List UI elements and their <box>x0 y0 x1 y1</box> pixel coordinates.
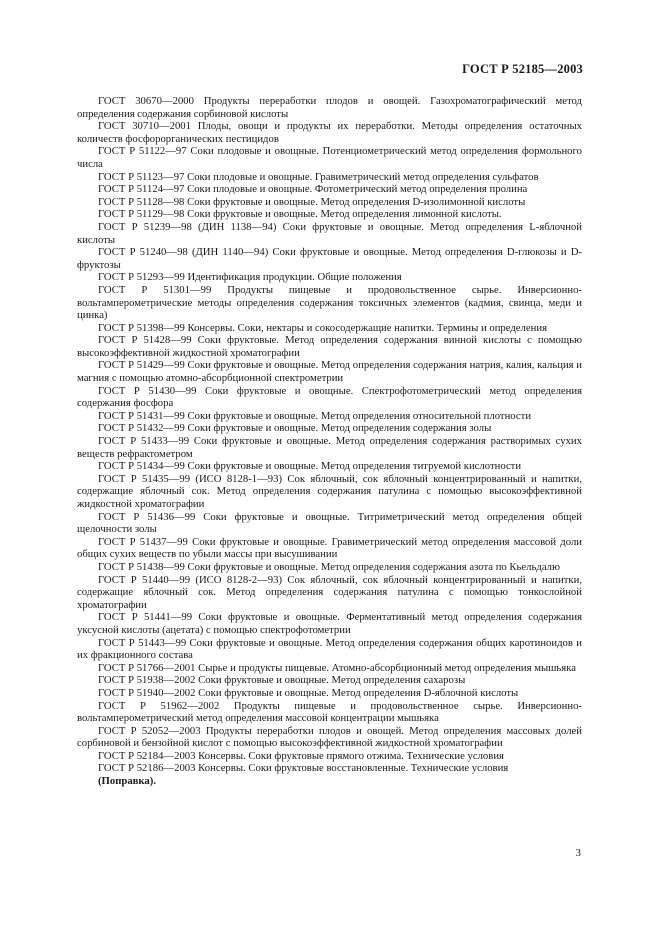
page-number: 3 <box>575 847 581 859</box>
reference-text: ГОСТ Р 51938—2002 Соки фруктовые и овощные. Метод определения сахарозы <box>98 674 466 687</box>
reference-item <box>77 674 582 687</box>
reference-text: ГОСТ Р 52186—2003 Консервы. Соки фруктовые восстановленные. Технические условия <box>98 762 509 775</box>
reference-text: ГОСТ Р 51434—99 Соки фруктовые и овощные. Метод определения титруемой кислотности <box>98 460 522 473</box>
reference-item <box>77 221 582 246</box>
normative-references-list <box>77 95 582 788</box>
reference-item <box>77 322 582 335</box>
reference-text: ГОСТ Р 51435—99 (ИСО 8128-1—93) Сок яблочный, сок яблочный концентрированный и напитки, содержащие яблочный сок. Метод определения содержания патулина с помощью высокоэффективной жидкостной хроматографии <box>77 472 582 510</box>
reference-text: ГОСТ Р 51122—97 Соки плодовые и овощные. Потенциометрический метод определения формольного числа <box>77 145 582 170</box>
reference-item <box>77 435 582 460</box>
reference-text: ГОСТ 30710—2001 Плоды, овощи и продукты их переработки. Методы определения остаточных количеств фосфорорганических пестицидов <box>77 120 582 145</box>
reference-text: ГОСТ Р 51436—99 Соки фруктовые и овощные. Титриметрический метод определения общей щелочности золы <box>77 510 582 536</box>
reference-item <box>77 687 582 700</box>
reference-text: ГОСТ Р 51239—98 (ДИН 1138—94) Соки фруктовые и овощные. Метод определения L-яблочной кислоты <box>77 220 582 246</box>
reference-text: ГОСТ Р 51293—99 Идентификация продукции. Общие положения <box>98 271 402 284</box>
reference-item <box>77 208 582 221</box>
reference-item <box>77 422 582 435</box>
reference-item <box>77 183 582 196</box>
reference-text: ГОСТ Р 51398—99 Консервы. Соки, нектары и сокосодержащие напитки. Термины и определения <box>98 321 547 334</box>
reference-item <box>77 196 582 209</box>
reference-item <box>77 762 582 775</box>
reference-item <box>77 561 582 574</box>
reference-item <box>77 460 582 473</box>
reference-text: ГОСТ Р 52052—2003 Продукты переработки плодов и овощей. Метод определения массовых долей сорбиновой и бензойной кислот с помощью высокоэффективной жидкостной хроматографии <box>77 724 582 750</box>
reference-item <box>77 171 582 184</box>
reference-text: ГОСТ Р 51431—99 Соки фруктовые и овощные. Метод определения относительной плотности <box>98 409 532 422</box>
reference-text: ГОСТ Р 51240—98 (ДИН 1140—94) Соки фруктовые и овощные. Метод определения D-глюкозы и D-фруктозы <box>77 246 582 271</box>
reference-item <box>77 700 582 725</box>
reference-text: ГОСТ Р 51440—99 (ИСО 8128-2—93) Сок яблочный, сок яблочный концентрированный и напитки, содержащие яблочный сок. Метод определения содержания патулина с помощью тонкослойной хроматографии <box>77 573 582 611</box>
reference-text: ГОСТ 30670—2000 Продукты переработки плодов и овощей. Газохроматографический метод определения содержания сорбиновой кислоты <box>77 95 582 120</box>
reference-item <box>77 725 582 750</box>
reference-item <box>77 334 582 359</box>
reference-text: ГОСТ Р 51428—99 Соки фруктовые. Метод определения содержания винной кислоты с помощью высокоэффективной жидкостной хроматографии <box>77 334 582 359</box>
reference-text: ГОСТ Р 51128—98 Соки фруктовые и овощные. Метод определения D-изолимонной кислоты <box>98 195 526 208</box>
reference-item <box>77 359 582 384</box>
reference-item <box>77 120 582 145</box>
reference-item <box>77 271 582 284</box>
reference-text: ГОСТ Р 51438—99 Соки фруктовые и овощные. Метод определения содержания азота по Кьельдалю <box>98 560 560 573</box>
reference-item <box>77 750 582 763</box>
reference-item <box>77 385 582 410</box>
reference-text: ГОСТ Р 52184—2003 Консервы. Соки фруктовые прямого отжима. Технические условия <box>98 749 504 762</box>
reference-text: ГОСТ Р 51437—99 Соки фруктовые и овощные. Гравиметрический метод определения массовой доли общих сухих веществ по убыли массы при высушивании <box>77 535 582 561</box>
amendment-note: (Поправка). <box>98 775 157 788</box>
reference-item <box>77 246 582 271</box>
reference-text: ГОСТ Р 51429—99 Соки фруктовые и овощные. Метод определения содержания натрия, калия, кальция и магния с помощью атомно-абсорбционной спектрометрии <box>77 359 582 385</box>
reference-text: ГОСТ Р 51940—2002 Соки фруктовые и овощные. Метод определения D-яблочной кислоты <box>98 686 519 699</box>
reference-item <box>77 145 582 170</box>
document-header: ГОСТ Р 52185—2003 <box>462 62 583 76</box>
reference-item <box>77 662 582 675</box>
reference-text: ГОСТ Р 51432—99 Соки фруктовые и овощные. Метод определения содержания золы <box>98 422 492 435</box>
reference-text: ГОСТ Р 51129—98 Соки фруктовые и овощные. Метод определения лимонной кислоты. <box>98 208 502 221</box>
reference-text: ГОСТ Р 51766—2001 Сырье и продукты пищевые. Атомно-абсорбционный метод определения мышьяка <box>98 661 576 674</box>
reference-text: ГОСТ Р 51123—97 Соки плодовые и овощные. Гравиметрический метод определения сульфатов <box>98 170 539 183</box>
reference-text: ГОСТ Р 51433—99 Соки фруктовые и овощные. Метод определения содержания растворимых сухих веществ рефрактометром <box>77 435 582 460</box>
reference-text: ГОСТ Р 51962—2002 Продукты пищевые и продовольственное сырье. Инверсионно-вольтамперометрический метод определения массовой концентрации мышьяка <box>77 699 582 725</box>
reference-item <box>77 536 582 561</box>
reference-item <box>77 95 582 120</box>
reference-item <box>77 284 582 322</box>
reference-text: ГОСТ Р 51430—99 Соки фруктовые и овощные. Спектрофотометрический метод определения содержания фосфора <box>77 384 582 410</box>
reference-item <box>77 473 582 511</box>
reference-text: ГОСТ Р 51124—97 Соки плодовые и овощные. Фотометрический метод определения пролина <box>98 183 528 196</box>
reference-text: ГОСТ Р 51443—99 Соки фруктовые и овощные. Метод определения содержания общих каротиноидов и их фракционного состава <box>77 636 582 662</box>
reference-text: ГОСТ Р 51441—99 Соки фруктовые и овощные. Ферментативный метод определения содержания уксусной кислоты (ацетата) с помощью спектрофотометрии <box>77 611 582 636</box>
reference-text: ГОСТ Р 51301—99 Продукты пищевые и продовольственное сырье. Инверсионно-вольтамперометрические методы определения содержания токсичных элементов (кадмия, свинца, меди и цинка) <box>77 283 582 322</box>
reference-item <box>77 574 582 612</box>
reference-item <box>77 511 582 536</box>
reference-item <box>77 410 582 423</box>
reference-item <box>77 637 582 662</box>
reference-item <box>77 611 582 636</box>
